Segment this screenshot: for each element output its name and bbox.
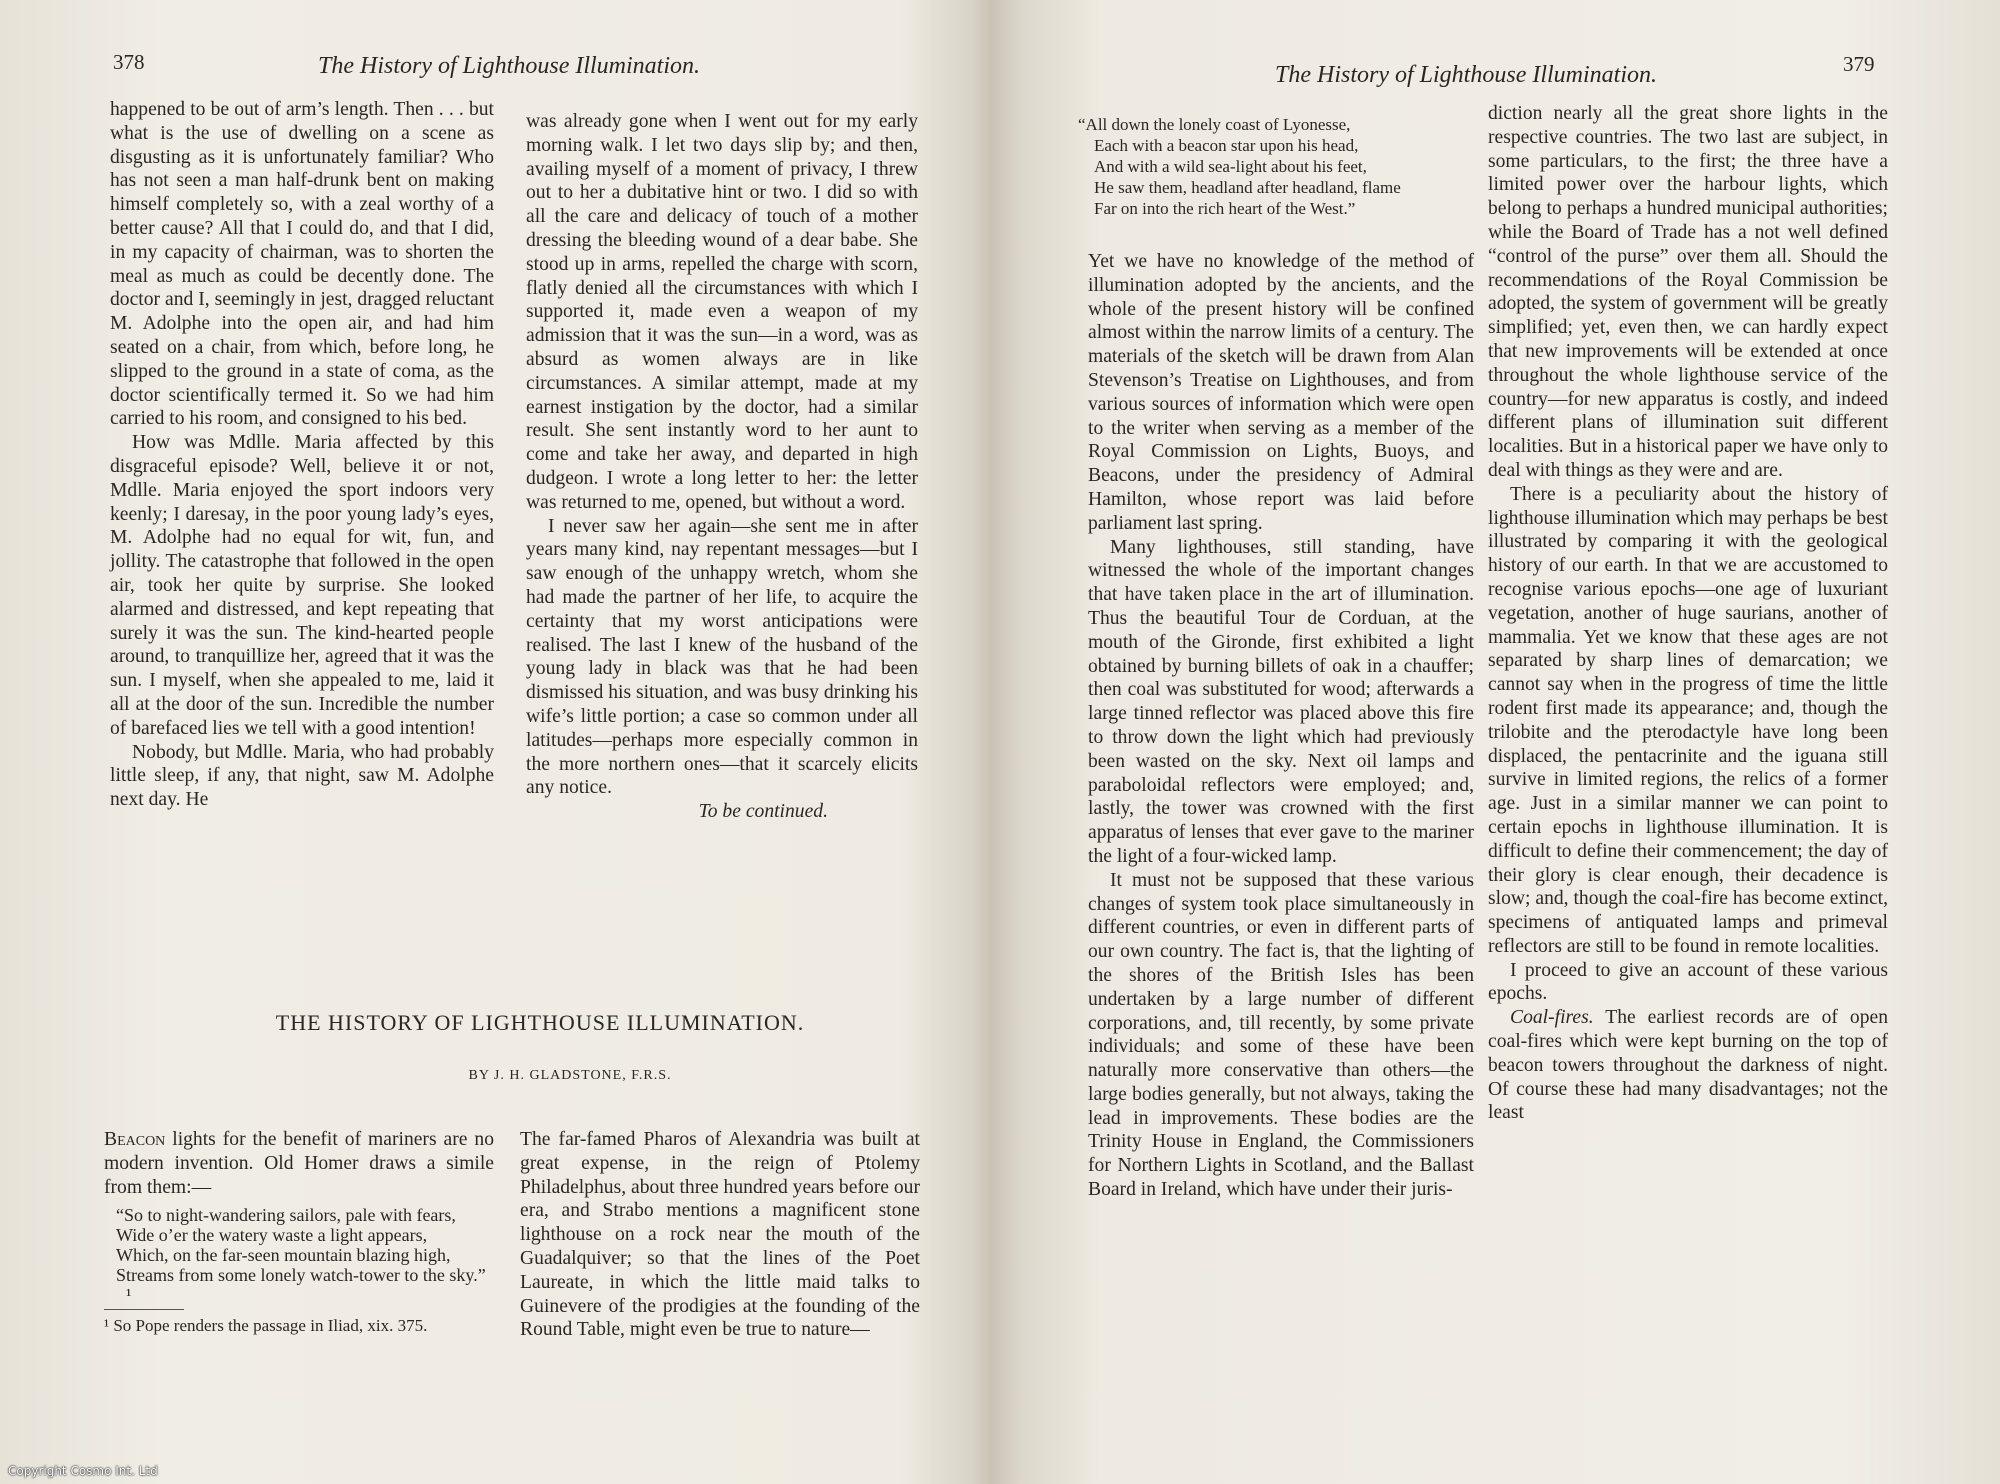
section-heading: Coal-fires. xyxy=(1510,1007,1594,1029)
drop-word: Beacon xyxy=(104,1129,166,1150)
paragraph: Many lighthouses, still standing, have witnessed the whole of the important changes that have taken place in the art of illumination. Thus the beautiful Tour de Corduan, at the mouth of the Gironde, first exhibited a light obtained by burning billets of oak in a chauffer; then coal was substituted for wood; afterwards a large tinned reflector was placed above this fire to throw down the light which had previously been wasted on the sky. Next oil lamps and paraboloidal reflectors were employed; and, lastly, the tower was crowned with the first apparatus of lenses that ever gave to the mariner the light of a four-wicked lamp. xyxy=(1088,536,1474,867)
intro-text: lights for the benefit of mariners are no modern invention. Old Homer draws a simile from them:— xyxy=(104,1129,494,1198)
paragraph: Nobody, but Mdlle. Maria, who had probably little sleep, if any, that night, saw M. Adolphe next day. He xyxy=(110,741,494,811)
verse-line: Which, on the far-seen mountain blazing high, xyxy=(116,1245,451,1266)
article-title: THE HISTORY OF LIGHTHOUSE ILLUMINATION. xyxy=(275,1010,805,1035)
verse-line: Far on into the rich heart of the West.” xyxy=(1094,199,1356,218)
paragraph: The far-famed Pharos of Alexandria was built at great expense, in the reign of Ptolemy Philadelphus, about three hundred years before our era, and Strabo mentions a magnificent stone lighthouse on a rock near the mouth of the Guadalquiver; so that the lines of the Poet Laureate, in which the little maid talks to Guinevere of the prodigies at the founding of the Round Table, might even be true to nature— xyxy=(520,1129,920,1341)
verse-line: “So to night-wandering sailors, pale with fears, xyxy=(116,1205,456,1226)
footnote: ¹ So Pope renders the passage in Iliad, xix. 375. xyxy=(104,1316,428,1336)
paragraph: diction nearly all the great shore lights in the respective countries. The two last are subject, in some particulars, to the first; the three have a limited power over the harbour lights, which belong to perhaps a hundred municipal authorities; while the Board of Trade has a not well defined “control of the purse” over them all. Should the recommendations of the Royal Commission be adopted, the system of government will be greatly simplified; yet, even then, we can hardly expect that new improvements will be extended at once throughout the whole lighthouse service of the country—for new apparatus is costly, and indeed different plans of illumination suit different localities. But in a historical paper we have only to deal with things as they were and are. xyxy=(1488,103,1888,481)
verse-line: He saw them, headland after headland, flame xyxy=(1094,178,1401,197)
verse-line: Streams from some lonely watch-tower to the sky.” ¹ xyxy=(116,1265,486,1306)
tennyson-quote xyxy=(1078,114,1458,219)
running-head: The History of Lighthouse Illumination. xyxy=(1275,62,1658,88)
intro-paragraph xyxy=(104,1128,494,1199)
paragraph: happened to be out of arm’s length. Then . . . but what is the use of dwelling on a scene as disgusting as it is unfortunately familiar? Who has not seen a man half-drunk bent on making himself completely so, with a zeal worthy of a better cause? All that I could do, and that I did, in my capacity of chairman, was to shorten the meal as much as could be decently done. The doctor and I, seemingly in jest, dragged reluctant M. Adolphe into the open air, and had him seated on a chair, from which, before long, he slipped to the ground in a state of coma, as the doctor scientifically termed it. So we had him carried to his room, and consigned to his bed. xyxy=(110,99,494,430)
article-column-1 xyxy=(104,1128,494,1336)
running-head: The History of Lighthouse Illumination. xyxy=(318,53,701,79)
verse-line: Wide o’er the watery waste a light appears, xyxy=(116,1225,428,1246)
paragraph: There is a peculiarity about the history of lighthouse illumination which may perhaps be best illustrated by comparing it with the geological history of our earth. In that we are accustomed to recognise various epochs—one age of luxuriant vegetation, another of huge saurians, another of mammalia. Yet we know that these ages are not separated by sharp lines of demarcation; we cannot say when in the progress of time the little rodent first made its appearance; and, though the trilobite and the pterodactyle have long been displaced, the pentacrinite and the iguana still survive in limited regions, the relics of a former age. Just in a similar manner we can point to certain epochs in lighthouse illumination. It is difficult to define their commencement; the day of their glory is clear enough, their decadence is slow; and, though the coal-fire has become extinct, specimens of antiquated lamps and primeval reflectors are still to be found in remote localities. xyxy=(1488,483,1888,957)
paragraph: Yet we have no knowledge of the method of illumination adopted by the ancients, and the whole of the present history will be confined almost within the narrow limits of a century. The materials of the sketch will be drawn from Alan Stevenson’s Treatise on Lighthouses, and from various sources of information which were open to the writer when serving as a member of the Royal Commission on Lights, Buoys, and Beacons, under the presidency of Admiral Hamilton, whose report was laid before parliament last spring. xyxy=(1088,251,1474,534)
paragraph: It must not be supposed that these various changes of system took place simultaneously in different countries, or even in different parts of our own country. The fact is, that the lighting of the shores of the British Isles has been undertaken by a large number of different corporations, and, till recently, by some private individuals; and some of these have been naturally more conservative than others—the large bodies generally, but not always, taking the lead in improvements. These bodies are the Trinity House in England, the Commissioners for Northern Lights in Scotland, and the Ballast Board in Ireland, which have under their juris- xyxy=(1088,869,1474,1201)
right-column-1 xyxy=(1088,250,1474,1202)
paragraph: I proceed to give an account of these various epochs. xyxy=(1488,959,1888,1005)
coal-fires-paragraph xyxy=(1488,1006,1888,1125)
byline: BY J. H. GLADSTONE, F.R.S. xyxy=(468,1068,672,1083)
article-column-2 xyxy=(520,1128,920,1342)
paragraph: I never saw her again—she sent me in after years many kind, nay repentant messages—but I saw enough of the unhappy wretch, whom she had made the partner of her life, to acquire the certainty that my worst anticipations were realised. The last I knew of the husband of the young lady in black was that he had been dismissed his situation, and was busy drinking his wife’s little portion; a case so common under all latitudes—perhaps more especially common in the more northern ones—that it scarcely elicits any notice. xyxy=(526,515,918,799)
left-column-1 xyxy=(110,98,494,812)
copyright-watermark: Copyright Cosmo Int. Ltd xyxy=(8,1464,158,1478)
right-page xyxy=(1070,0,1930,1484)
verse-line: Each with a beacon star upon his head, xyxy=(1094,136,1359,155)
left-page xyxy=(80,0,930,1484)
left-column-2 xyxy=(526,110,918,824)
page-number: 378 xyxy=(113,50,145,74)
homer-verse xyxy=(104,1205,494,1305)
verse-line: And with a wild sea-light about his feet, xyxy=(1094,157,1367,176)
paragraph: How was Mdlle. Maria affected by this disgraceful episode? Well, believe it or not, Mdlle. Maria enjoyed the sport indoors very keenly; I daresay, in the poor young lady’s eyes, M. Adolphe had no equal for wit, fun, and jollity. The catastrophe that followed in the open air, took her quite by surprise. She looked alarmed and distressed, and kept repeating that surely it was the sun. The kind-hearted people around, to tranquillize her, agreed that it was the sun. I myself, when she appealed to me, laid it all at the door of the sun. Incredible the number of barefaced lies we tell with a good intention! xyxy=(110,432,494,739)
right-column-2 xyxy=(1488,102,1888,1125)
page-number: 379 xyxy=(1843,52,1875,76)
footnote-rule xyxy=(104,1309,184,1310)
section-text: The earliest records are of open coal-fires which were kept burning on the top of beacon towers throughout the darkness of night. Of course these had many disadvantages; not the least xyxy=(1488,1007,1888,1124)
paragraph: was already gone when I went out for my early morning walk. I let two days slip by; and then, availing myself of a moment of privacy, I threw out to her a dubitative hint or two. I did so with all the care and delicacy of touch of a mother dressing the bleeding wound of a dear babe. She stood up in arms, repelled the charge with scorn, flatly denied all the circumstances with which I supported it, made even a weapon of my admission that it was the sun—in a word, was as absurd as women always are in like circumstances. A similar attempt, made at my earnest instigation by the doctor, had a similar result. She sent instantly word to her aunt to come and take her away, and departed in high dudgeon. I wrote a long letter to her: the letter was returned to me, opened, but without a word. xyxy=(526,111,918,513)
to-be-continued: To be continued. xyxy=(698,801,828,823)
verse-line: “All down the lonely coast of Lyonesse, xyxy=(1078,115,1351,134)
